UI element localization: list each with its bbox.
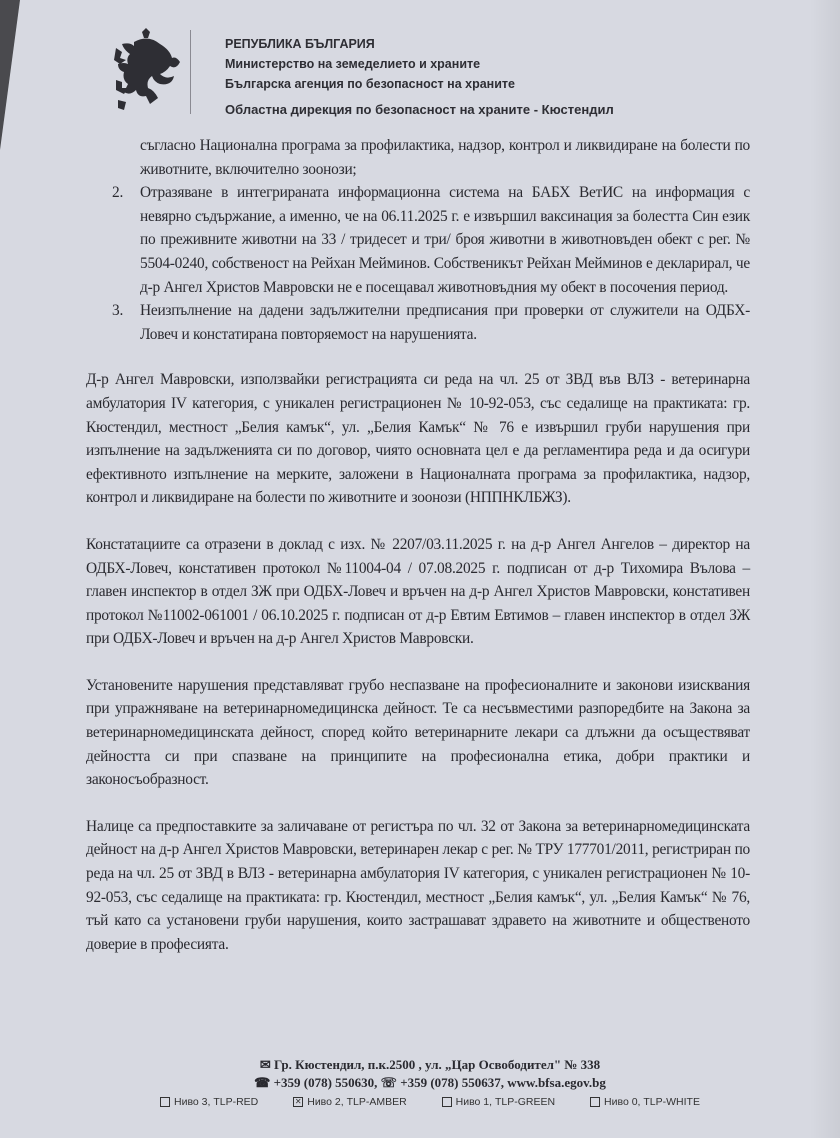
coat-of-arms-logo — [112, 28, 184, 114]
paragraph: Налице са предпоставките за заличаване от регистъра по чл. 32 от Закона за ветеринарномедицинската дейност на д-р Ангел Христов Мавровски, ветеринарен лекар с рег. № ТРУ 177701/2011, регистриран по реда на чл. 25 от ЗВД в ВЛЗ - ветеринарна амбулатория IV категория, с уникален регистрационен № 10-92-053, със седалище на практиката: гр. Кюстендил, местност „Белия камък“, ул. „Белия Камък“ № 76, тъй като са установени груби нарушения, които застрашават здравето на животните и общественото доверие в професията. — [86, 817, 750, 953]
list-number: 3. — [112, 302, 124, 320]
tlp-amber: ✕ Ниво 2, TLP-AMBER — [294, 1096, 407, 1108]
checkbox-icon — [590, 1097, 600, 1107]
phone-icon: ☎ — [254, 1075, 271, 1090]
header-divider — [190, 30, 191, 114]
footer-fax: +359 (078) 550637, www.bfsa.egov.bg — [400, 1075, 606, 1090]
header-agency: Българска агенция по безопасност на храните — [225, 77, 515, 91]
paragraph: Д-р Ангел Мавровски, използвайки регистрацията си реда на чл. 25 от ЗВД във ВЛЗ - ветеринарна амбулатория IV категория, с уникален регистрационен № 10-92-053, със седалище на практиката: гр. Кюстендил, местност „Белия камък“, ул. „Белия Камък“ № 76 е извършил груби нарушения при изпълнение на задълженията си по договор, чиято основната цел е да регламентира реда и да осигури ефективното изпълнение на мерките, заложени в Националната програма за профилактика, надзор, контрол и ликвидиране на болести по животните и зоонози (НППНКЛБЖЗ). — [86, 371, 750, 507]
header-country: РЕПУБЛИКА БЪЛГАРИЯ — [225, 37, 375, 51]
checkbox-checked-icon: ✕ — [294, 1097, 302, 1106]
photo-background-corner — [0, 0, 20, 150]
tlp-green: Ниво 1, TLP-GREEN — [442, 1096, 555, 1108]
page-shadow — [810, 0, 840, 1138]
violations-list — [86, 134, 750, 346]
letterhead — [112, 28, 732, 118]
list-number: 2. — [112, 184, 124, 202]
tlp-red: Ниво 3, TLP-RED — [160, 1096, 258, 1108]
header-ministry: Министерство на земеделието и храните — [225, 57, 481, 71]
checkbox-icon — [442, 1097, 452, 1107]
paragraph: Установените нарушения представляват грубо неспазване на професионалните и законови изисквания при упражняване на ветеринарномедицинска дейност. Те са несъвместими разпоредбите на Закона за ветеринарномедицинската дейност, според който ветеринарните лекари са длъжни да осъществяват дейността си при спазване на принципите на професионална етика, добри практики и законосъобразност. — [86, 676, 750, 789]
list-item: 3. Неизпълнение на дадени задължителни предписания при проверки от служители на ОДБХ-Ловеч и констатирана повторяемост на нарушенията. — [86, 299, 750, 346]
fax-icon: ☏ — [380, 1075, 397, 1090]
checkbox-icon — [160, 1097, 170, 1107]
footer-address: Гр. Кюстендил, п.к.2500 , ул. „Цар Освободител" № 338 — [273, 1057, 601, 1072]
tlp-white: Ниво 0, TLP-WHITE — [590, 1096, 700, 1108]
document-body — [86, 134, 750, 979]
header-directorate: Областна дирекция по безопасност на храните - Кюстендил — [225, 102, 614, 117]
paragraph: Констатациите са отразени в доклад с изх. № 2207/03.11.2025 г. на д-р Ангел Ангелов – директор на ОДБХ-Ловеч, констативен протокол №11004-04 / 07.08.2025 г. подписан от д-р Тихомира Вълова – главен инспектор в отдел ЗЖ при ОДБХ-Ловеч и връчен на д-р Ангел Христов Мавровски, констативен протокол №11002-061001 / 06.10.2025 г. подписан от д-р Евтим Евтимов – главен инспектор в отдел ЗЖ при ОДБХ-Ловеч и връчен на д-р Ангел Христов Мавровски. — [86, 535, 750, 648]
tlp-classification — [160, 1096, 700, 1108]
list-item: съгласно Национална програма за профилактика, надзор, контрол и ликвидиране на болести по животните, включително зоонози; — [140, 137, 750, 178]
footer-contacts — [150, 1056, 710, 1092]
list-item: 2. Отразяване в интегрираната информационна система на БАБХ ВетИС на информация с невярно съдържание, а именно, че на 06.11.2025 г. е извършил ваксинация за болестта Син език по преживните животни на 33 / тридесет и три/ броя животни в животновъден обект с рег. № 5504-0240, собственост на Рейхан Мейминов. Собственикът Рейхан Мейминов е декларирал, че д-р Ангел Христов Мавровски не е посещавал животновъдния му обект в посочения период. — [86, 181, 750, 299]
footer-phone: +359 (078) 550630, — [273, 1075, 378, 1090]
envelope-icon: ✉ — [259, 1057, 271, 1072]
